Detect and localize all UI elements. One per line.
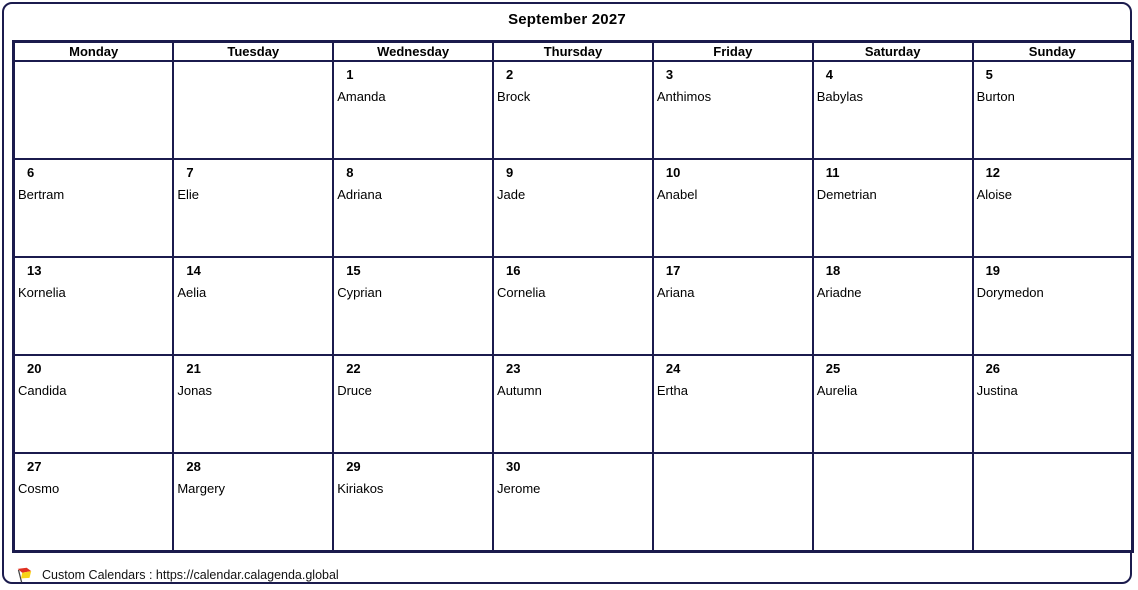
day-cell: [973, 355, 1133, 453]
day-number: 2: [506, 67, 514, 82]
day-number: 26: [985, 361, 1001, 376]
day-cell: [333, 257, 493, 355]
weekday-header-row: [14, 42, 1133, 62]
day-number: 20: [27, 361, 42, 376]
empty-day-cell: [973, 453, 1133, 552]
weekday-header-thursday: Thursday: [493, 42, 653, 62]
day-number: 13: [27, 263, 42, 278]
weekday-header-monday: Monday: [14, 42, 174, 62]
name-day-label: Aelia: [177, 285, 207, 300]
day-number: 9: [506, 165, 514, 180]
day-number: 12: [985, 165, 1001, 180]
day-number: 10: [665, 165, 681, 180]
name-day-label: Brock: [497, 89, 531, 104]
name-day-label: Cosmo: [18, 481, 60, 496]
day-number: 5: [985, 67, 993, 82]
name-day-label: Jonas: [177, 383, 213, 398]
name-day-label: Aurelia: [816, 383, 858, 398]
weekday-header-friday: Friday: [653, 42, 813, 62]
calendar-body: [14, 61, 1133, 552]
day-cell: [653, 61, 813, 159]
day-cell: [493, 159, 653, 257]
calendar-week-row: [14, 61, 1133, 159]
name-day-label: Bertram: [18, 187, 65, 202]
day-number: 22: [346, 361, 361, 376]
day-cell: [493, 355, 653, 453]
calendar-week-row: [14, 159, 1133, 257]
day-number: 19: [985, 263, 1001, 278]
day-cell: [173, 257, 333, 355]
day-number: 1: [346, 67, 354, 82]
name-day-label: Autumn: [497, 383, 542, 398]
calendar-week-row: [14, 453, 1133, 552]
day-cell: [973, 61, 1133, 159]
name-day-label: Elie: [177, 187, 200, 202]
day-cell: [973, 257, 1133, 355]
day-number: 4: [825, 67, 833, 82]
day-cell: [653, 257, 813, 355]
empty-day-cell: [173, 61, 333, 159]
day-number: 3: [665, 67, 674, 82]
day-cell: [173, 159, 333, 257]
day-cell: [14, 159, 174, 257]
day-number: 21: [186, 361, 201, 376]
day-cell: [14, 257, 174, 355]
empty-day-cell: [14, 61, 174, 159]
name-day-label: Burton: [976, 89, 1015, 104]
name-day-label: Kornelia: [18, 285, 66, 300]
calendar-title: September 2027: [508, 11, 626, 28]
day-number: 23: [506, 361, 521, 376]
day-number: 28: [186, 459, 201, 474]
day-number: 24: [665, 361, 681, 376]
day-number: 25: [825, 361, 841, 376]
name-day-label: Babylas: [816, 89, 863, 104]
day-cell: [173, 355, 333, 453]
day-cell: [333, 355, 493, 453]
empty-day-cell: [813, 453, 973, 552]
weekday-header-saturday: Saturday: [813, 42, 973, 62]
day-number: 27: [27, 459, 42, 474]
calendar-table: [12, 40, 1134, 553]
day-number: 18: [825, 263, 841, 278]
day-number: 29: [346, 459, 361, 474]
day-cell: [813, 159, 973, 257]
name-day-label: Druce: [337, 383, 372, 398]
name-day-label: Ertha: [656, 383, 688, 398]
name-day-label: Jerome: [497, 481, 541, 496]
day-number: 6: [27, 165, 35, 180]
day-cell: [14, 355, 174, 453]
name-day-label: Ariana: [656, 285, 695, 300]
name-day-label: Amanda: [337, 89, 386, 104]
flag-icon: [16, 566, 34, 584]
empty-day-cell: [653, 453, 813, 552]
name-day-label: Anthimos: [656, 89, 712, 104]
name-day-label: Cornelia: [497, 285, 546, 300]
name-day-label: Margery: [177, 481, 226, 496]
calendar-page-frame: [2, 2, 1132, 584]
weekday-header-tuesday: Tuesday: [173, 42, 333, 62]
day-cell: [813, 61, 973, 159]
name-day-label: Dorymedon: [976, 285, 1044, 300]
day-cell: [173, 453, 333, 552]
day-cell: [333, 453, 493, 552]
day-number: 7: [186, 165, 194, 180]
day-number: 15: [346, 263, 361, 278]
name-day-label: Anabel: [656, 187, 698, 202]
day-number: 16: [506, 263, 521, 278]
day-cell: [333, 61, 493, 159]
weekday-header-sunday: Sunday: [973, 42, 1133, 62]
calendar-week-row: [14, 257, 1133, 355]
day-number: 8: [346, 165, 354, 180]
footer-link[interactable]: Custom Calendars : https://calendar.calagenda.global: [42, 568, 339, 582]
name-day-label: Justina: [976, 383, 1018, 398]
calendar-week-row: [14, 355, 1133, 453]
name-day-label: Kiriakos: [337, 481, 384, 496]
name-day-label: Demetrian: [816, 187, 877, 202]
name-day-label: Candida: [18, 383, 67, 398]
day-cell: [493, 453, 653, 552]
day-cell: [973, 159, 1133, 257]
day-cell: [333, 159, 493, 257]
day-number: 17: [665, 263, 681, 278]
name-day-label: Jade: [497, 187, 526, 202]
day-number: 30: [506, 459, 521, 474]
day-cell: [493, 61, 653, 159]
day-number: 11: [825, 165, 840, 180]
day-cell: [813, 355, 973, 453]
weekday-header-wednesday: Wednesday: [333, 42, 493, 62]
day-cell: [653, 159, 813, 257]
footer: [16, 563, 339, 587]
name-day-label: Cyprian: [337, 285, 382, 300]
name-day-label: Ariadne: [816, 285, 862, 300]
day-cell: [813, 257, 973, 355]
day-cell: [14, 453, 174, 552]
name-day-label: Adriana: [337, 187, 382, 202]
day-cell: [493, 257, 653, 355]
day-cell: [653, 355, 813, 453]
day-number: 14: [186, 263, 201, 278]
name-day-label: Aloise: [976, 187, 1012, 202]
